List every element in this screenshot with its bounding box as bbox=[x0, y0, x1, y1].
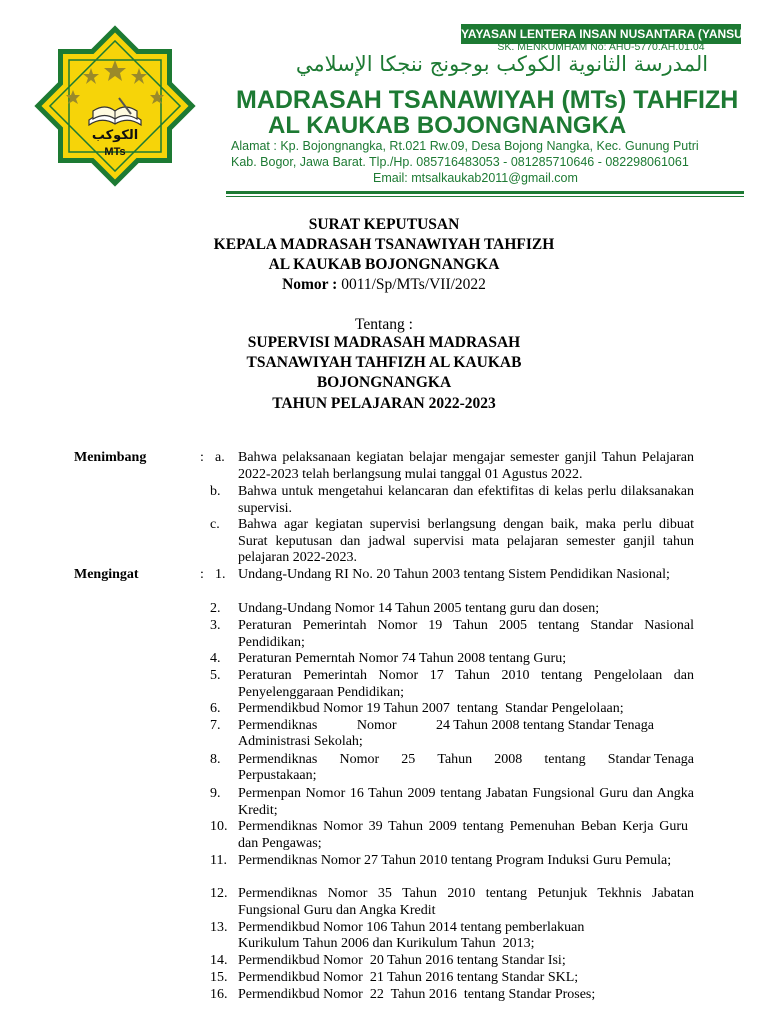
list-item: Bahwa pelaksanaan kegiatan belajar mengajar semester ganjil Tahun Pelajaran 2022-2023 telah berlangsung mulai tanggal 01 Agustus 2022. bbox=[238, 450, 694, 482]
mengingat-colon: : bbox=[200, 567, 204, 582]
address-line2: Kab. Bogor, Jawa Barat. Tlp./Hp. 085716483053 - 081285710646 - 082298061061 bbox=[231, 155, 689, 169]
subject-line2: TSANAWIYAH TAHFIZH AL KAUKAB bbox=[246, 354, 522, 371]
list-item bbox=[238, 718, 694, 734]
list-marker: a. bbox=[215, 450, 225, 465]
list-marker: 15. bbox=[210, 970, 228, 985]
school-email: Email: mtsalkaukab2011@gmail.com bbox=[373, 171, 578, 185]
tentang-label: Tentang : bbox=[355, 316, 413, 333]
list-marker: 2. bbox=[210, 601, 221, 616]
doc-number-label: Nomor : bbox=[282, 276, 338, 293]
list-marker: 13. bbox=[210, 920, 228, 935]
list-marker: 4. bbox=[210, 651, 221, 666]
list-item: Permendikbud Nomor 21 Tahun 2016 tentang Standar SKL; bbox=[238, 970, 579, 985]
list-item-continuation: Administrasi Sekolah; bbox=[238, 734, 363, 749]
sk-number: SK. MENKUMHAM No: AHU-5770.AH.01.04 bbox=[497, 41, 705, 53]
list-item-part: Nomor bbox=[339, 752, 380, 767]
list-item-part: 25 bbox=[401, 752, 416, 767]
list-item-part: Permendiknas bbox=[238, 752, 318, 767]
list-marker: c. bbox=[210, 517, 220, 532]
list-item: Permendikbud Nomor 20 Tahun 2016 tentang Standar Isi; bbox=[238, 953, 566, 968]
subject-line4: TAHUN PELAJARAN 2022-2023 bbox=[272, 395, 496, 412]
doc-number bbox=[0, 276, 768, 294]
school-logo bbox=[30, 22, 200, 190]
list-item: Permendikbud Nomor 19 Tahun 2007 tentang Standar Pengelolaan; bbox=[238, 701, 624, 716]
list-item: Bahwa untuk mengetahui kelancaran dan efektifitas di kelas perlu dilaksanakan supervisi. bbox=[238, 484, 694, 516]
list-item-part: Permendiknas bbox=[238, 718, 318, 733]
list-item: Bahwa agar kegiatan supervisi berlangsung dengan baik, maka perlu dibuat Surat keputusan dan jadwal supervisi mata pelajaran semester ganjil tahun pelajaran 2022-2023. bbox=[238, 517, 694, 566]
list-item: Permendikbud Nomor 22 Tahun 2016 tentang Standar Proses; bbox=[238, 987, 596, 1002]
list-item: Peraturan Pemerintah Nomor 17 Tahun 2010 tentang Pengelolaan dan Penyelenggaraan Pendidikan; bbox=[238, 668, 694, 700]
list-marker: 12. bbox=[210, 886, 228, 901]
list-item: Undang-Undang Nomor 14 Tahun 2005 tentang guru dan dosen; bbox=[238, 601, 600, 616]
list-marker: 16. bbox=[210, 987, 228, 1002]
doc-title-line3: AL KAUKAB BOJONGNANGKA bbox=[268, 256, 500, 273]
letterhead-divider-thin bbox=[226, 196, 744, 197]
foundation-banner: YAYASAN LENTERA INSAN NUSANTARA (YANSURA) bbox=[461, 24, 741, 44]
list-item: Undang-Undang RI No. 20 Tahun 2003 tentang Sistem Pendidikan Nasional; bbox=[238, 567, 670, 582]
list-marker: 14. bbox=[210, 953, 228, 968]
list-item: Permendiknas Nomor 27 Tahun 2010 tentang Program Induksi Guru Pemula; bbox=[238, 853, 672, 868]
list-item: Peraturan Pemerntah Nomor 74 Tahun 2008 tentang Guru; bbox=[238, 651, 567, 666]
list-item-part: Standar Tenaga bbox=[607, 752, 694, 767]
address-line1: Alamat : Kp. Bojongnangka, Rt.021 Rw.09, Desa Bojong Nangka, Kec. Gunung Putri bbox=[231, 139, 699, 153]
list-item: Permendikbud Nomor 106 Tahun 2014 tentang pemberlakuan bbox=[238, 920, 585, 935]
list-marker: 6. bbox=[210, 701, 221, 716]
menimbang-colon: : bbox=[200, 450, 204, 465]
school-name-line1: MADRASAH TSANAWIYAH (MTs) TAHFIZH bbox=[236, 86, 739, 114]
doc-title-line2: KEPALA MADRASAH TSANAWIYAH TAHFIZH bbox=[213, 236, 555, 253]
list-marker: 5. bbox=[210, 668, 221, 683]
list-item-part: Nomor bbox=[356, 718, 397, 733]
list-marker: 3. bbox=[210, 618, 221, 633]
school-name-line2: AL KAUKAB BOJONGNANGKA bbox=[268, 112, 627, 139]
list-marker: 8. bbox=[210, 752, 221, 767]
arabic-school-name: المدرسة الثانوية الكوكب بوجونج ننجكا الإسلامي bbox=[295, 52, 709, 76]
doc-title: SURAT KEPUTUSAN bbox=[308, 216, 460, 233]
logo-arabic-text: الكوكب bbox=[91, 128, 139, 143]
menimbang-label: Menimbang bbox=[74, 450, 147, 465]
list-marker: 9. bbox=[210, 786, 221, 801]
subject-line3: BOJONGNANGKA bbox=[316, 374, 452, 391]
logo-mts-text: MTs bbox=[104, 146, 126, 158]
list-marker: 10. bbox=[210, 819, 228, 834]
mengingat-label: Mengingat bbox=[74, 567, 139, 582]
list-item-part: Tahun bbox=[437, 752, 473, 767]
list-item-part: 2008 bbox=[494, 752, 523, 767]
list-item-part: 24 Tahun 2008 tentang Standar Tenaga bbox=[436, 718, 654, 733]
list-item: Permendiknas Nomor 39 Tahun 2009 tentang Pemenuhan Beban Kerja Guru dan Pengawas; bbox=[238, 819, 688, 851]
list-marker: 1. bbox=[215, 567, 226, 582]
list-item: Peraturan Pemerintah Nomor 19 Tahun 2005 tentang Standar Nasional Pendidikan; bbox=[238, 618, 694, 650]
doc-number-value: 0011/Sp/MTs/VII/2022 bbox=[341, 276, 486, 293]
subject-line1: SUPERVISI MADRASAH MADRASAH bbox=[247, 334, 521, 351]
letterhead-divider-thick bbox=[226, 191, 744, 194]
list-item: Permenpan Nomor 16 Tahun 2009 tentang Jabatan Fungsional Guru dan Angka Kredit; bbox=[238, 786, 694, 818]
list-item-continuation: Kurikulum Tahun 2006 dan Kurikulum Tahun 2013; bbox=[238, 936, 535, 951]
list-marker: 11. bbox=[210, 853, 227, 868]
list-marker: b. bbox=[210, 484, 221, 499]
list-item: Permendiknas Nomor 35 Tahun 2010 tentang Petunjuk Tekhnis Jabatan Fungsional Guru dan Angka Kredit bbox=[238, 886, 694, 918]
list-item-part: tentang bbox=[544, 752, 586, 767]
list-item bbox=[238, 752, 694, 768]
list-item-continuation: Perpustakaan; bbox=[238, 768, 317, 783]
list-marker: 7. bbox=[210, 718, 221, 733]
